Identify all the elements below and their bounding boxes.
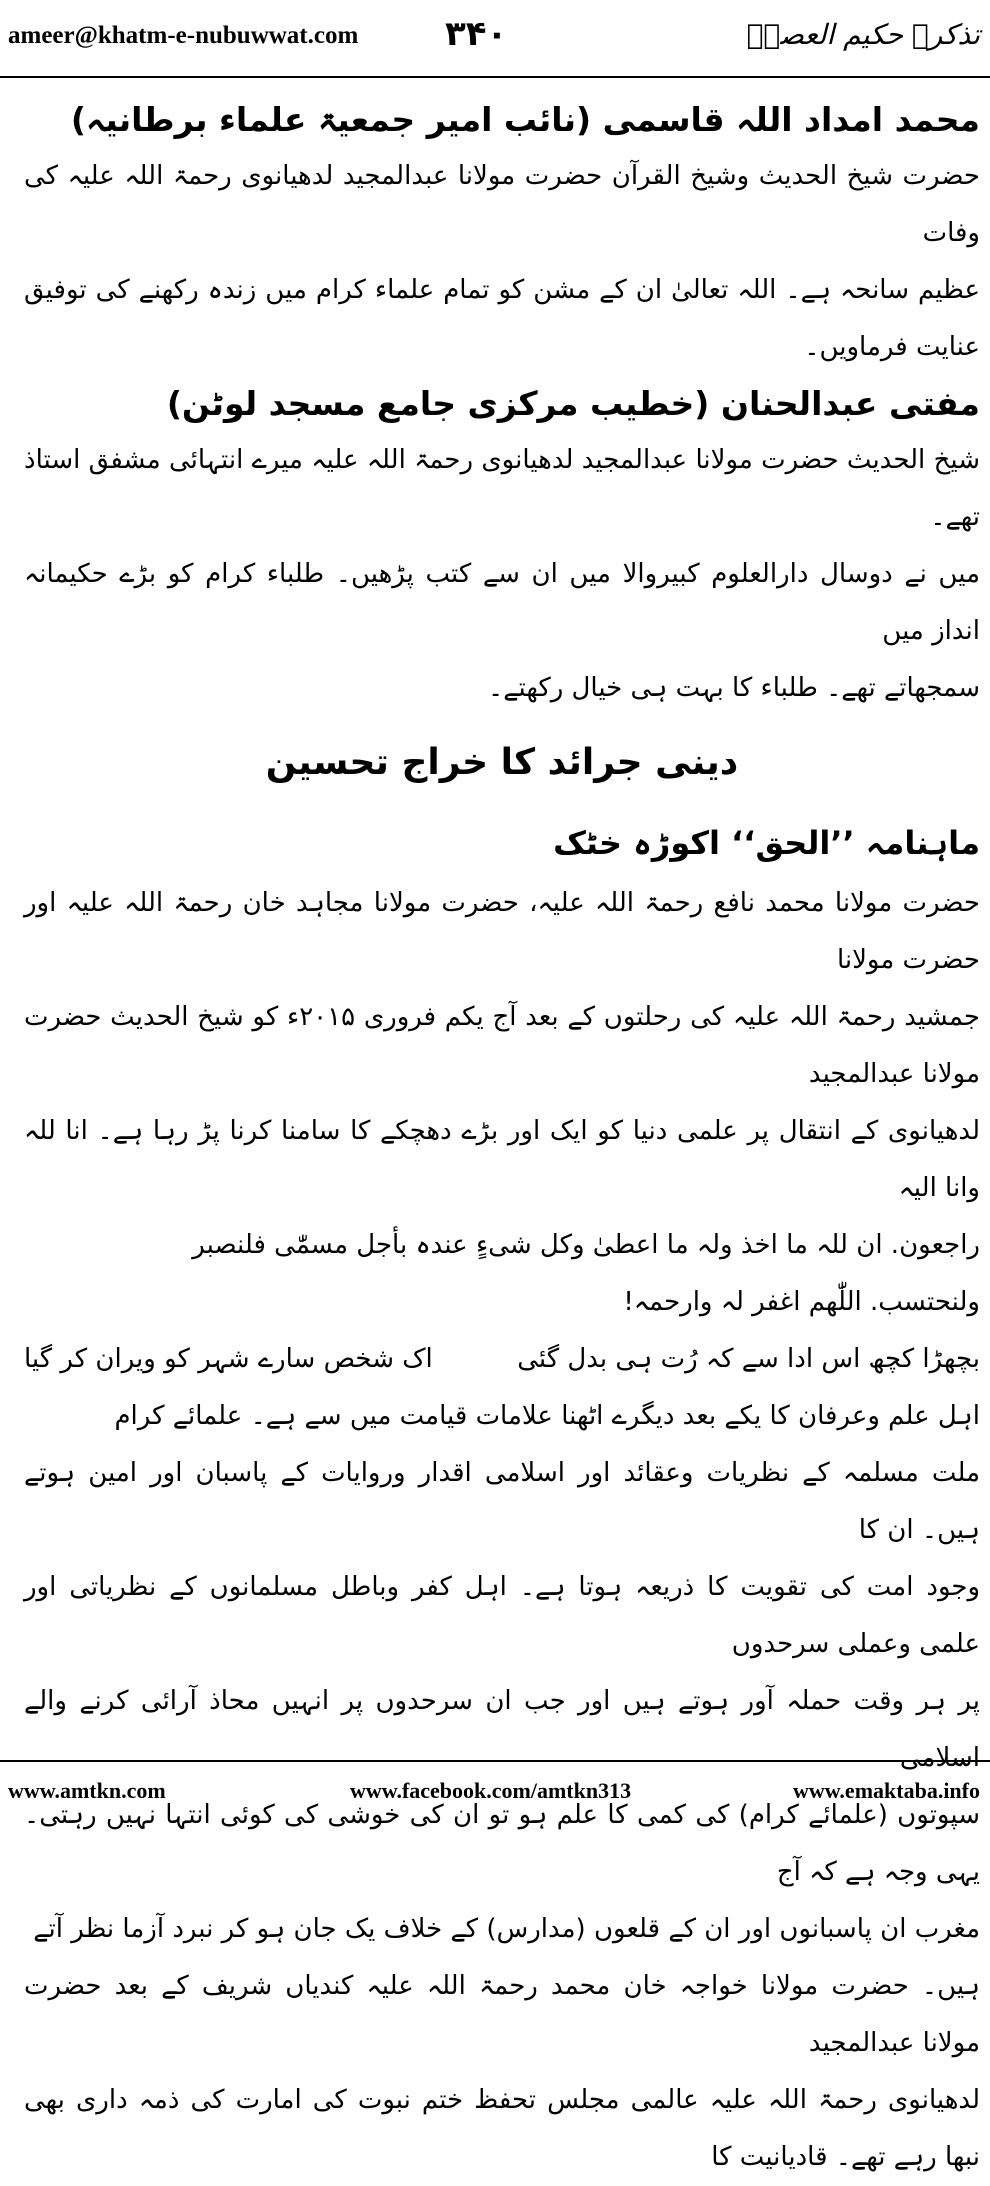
section3-para-line: ہیں۔ حضرت مولانا خواجہ خان محمد رحمۃ اللہ علیہ کندیاں شریف کے بعد حضرت مولانا عبدالمجید bbox=[24, 1971, 980, 2058]
section1-heading: محمد امداد اللہ قاسمی (نائب امیر جمعیۃ علماء برطانیہ) bbox=[70, 100, 980, 139]
section3-para-line: مغرب ان پاسبانوں اور ان کے قلعوں (مدارس) کے خلاف یک جان ہو کر نبرد آزما نظر آتے bbox=[33, 1914, 980, 1944]
section2-heading: مفتی عبدالحنان (خطیب مرکزی جامع مسجد لوٹن) bbox=[166, 384, 980, 423]
section1-line: حضرت شیخ الحدیث وشیخ القرآن حضرت مولانا عبدالمجید لدھیانوی رحمۃ اللہ علیہ کی وفات bbox=[24, 161, 980, 248]
section2-line: سمجھاتے تھے۔ طلباء کا بہت ہی خیال رکھتے۔ bbox=[488, 673, 980, 703]
page-footer bbox=[0, 1760, 990, 1817]
verse-second-half: اک شخص سارے شہر کو ویران کر گیا bbox=[24, 1344, 433, 1374]
section2-line: میں نے دوسال دارالعلوم کبیروالا میں ان سے کتب پڑھیں۔ طلباء کرام کو بڑے حکیمانہ انداز میں bbox=[24, 559, 980, 646]
page-content bbox=[24, 92, 980, 2186]
footer-site-facebook[interactable]: www.facebook.com/amtkn313 bbox=[350, 1778, 632, 1803]
center-heading: دینی جرائد کا خراج تحسین bbox=[265, 742, 739, 783]
section1-line: عظیم سانحہ ہے۔ اللہ تعالیٰ ان کے مشن کو تمام علماء کرام میں زندہ رکھنے کی توفیق عنایت فرماویں۔ bbox=[24, 275, 980, 362]
footer-site-emaktaba[interactable]: www.emaktaba.info bbox=[792, 1778, 980, 1803]
section3-line: لدھیانوی کے انتقال پر علمی دنیا کو ایک اور بڑے دھچکے کا سامنا کرنا پڑ رہا ہے۔ انا للہ وانا الیہ bbox=[24, 1116, 980, 1203]
section3-para-line: سپوتوں (علمائے کرام) کی کمی کا علم ہو تو ان کی خوشی کی کوئی انتہا نہیں رہتی۔ یہی وجہ ہے کہ آج bbox=[24, 1800, 980, 1887]
section3-para-line: ملت مسلمہ کے نظریات وعقائد اور اسلامی اقدار وروایات کے پاسبان اور امین ہوتے ہیں۔ ان کا bbox=[24, 1458, 980, 1545]
book-title: تذکرہ حکیم العصرؒ bbox=[746, 18, 980, 51]
section3-heading: ماہنامہ ’’الحق‘‘ اکوڑہ خٹک bbox=[553, 824, 980, 862]
section3-para-line: لدھیانوی رحمۃ اللہ علیہ عالمی مجلس تحفظ ختم نبوت کی امارت کی ذمہ داری بھی نبھا رہے تھے۔ قادیانیت کا bbox=[24, 2085, 980, 2172]
section3-line: ولنحتسب. اللّٰھم اغفر لہ وارحمہ! bbox=[623, 1287, 980, 1317]
section3-para-line: پر ہر وقت حملہ آور ہوتے ہیں اور جب ان سرحدوں پر انہیں محاذ آرائی کرنے والے اسلامی bbox=[24, 1686, 980, 1773]
section3-line: راجعون. ان للہ ما اخذ ولہ ما اعطیٰ وکل شیءٍ عندہ بأجل مسمّٰی فلنصبر bbox=[192, 1230, 980, 1260]
section3-para-line: اہل علم وعرفان کا یکے بعد دیگرے اٹھنا علامات قیامت میں سے ہے۔ علمائے کرام bbox=[114, 1401, 980, 1431]
page-header bbox=[0, 0, 990, 86]
section2-line: شیخ الحدیث حضرت مولانا عبدالمجید لدھیانوی رحمۃ اللہ علیہ میرے انتہائی مشفق استاذ تھے۔ bbox=[24, 445, 980, 532]
section3-line: حضرت مولانا محمد نافع رحمۃ اللہ علیہ، حضرت مولانا مجاہد خان رحمۃ اللہ علیہ اور حضرت مولانا bbox=[24, 888, 980, 975]
page-number: ۳۴۰ bbox=[445, 14, 508, 54]
section3-line: جمشید رحمۃ اللہ علیہ کی رحلتوں کے بعد آج یکم فروری ۲۰۱۵ء کو شیخ الحدیث حضرت مولانا عبدالمجید bbox=[24, 1002, 980, 1089]
header-rule bbox=[0, 76, 990, 78]
verse-first-half: بچھڑا کچھ اس ادا سے کہ رُت ہی بدل گئی bbox=[517, 1344, 980, 1374]
section3-para-line: وجود امت کی تقویت کا ذریعہ ہوتا ہے۔ اہل کفر وباطل مسلمانوں کے نظریاتی اور علمی وعملی سرحدوں bbox=[24, 1572, 980, 1659]
footer-site-amtkn[interactable]: www.amtkn.com bbox=[8, 1778, 166, 1803]
header-email: ameer@khatm-e-nubuwwat.com bbox=[8, 22, 359, 49]
verse-couplet bbox=[24, 1331, 980, 1388]
